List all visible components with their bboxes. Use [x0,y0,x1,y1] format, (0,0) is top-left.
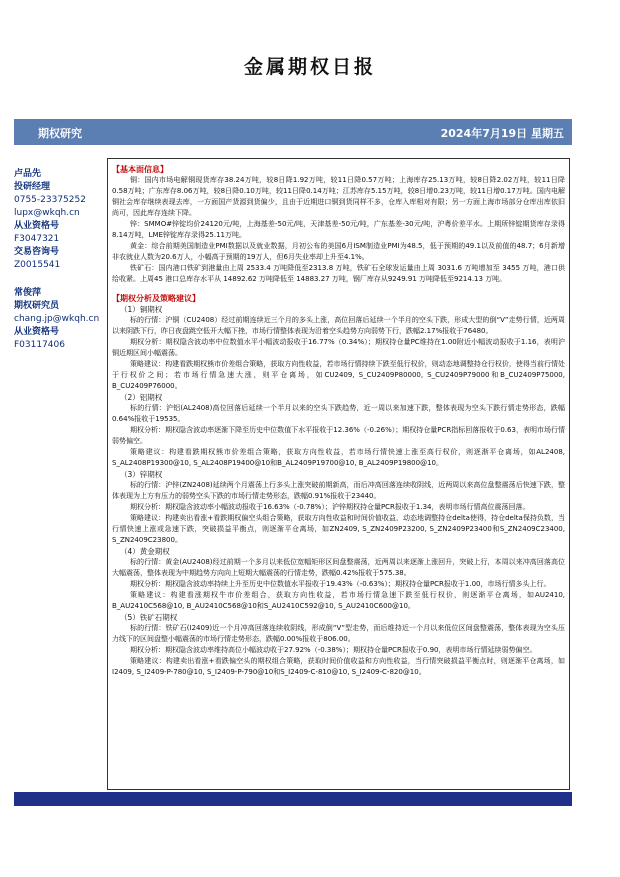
option-trend: 标的行情：沪铝(AL2408)高位回落后延续一个半月以来的空头下跌趋势，近一周以来加速下跌，整体表现为空头下跌行情走势形态，跌幅0.64%报收于19535。 [112,404,565,423]
analyst-email[interactable]: lupx@wkqh.cn [14,208,80,218]
basics-heading: 【基本面信息】 [112,165,168,174]
option-advice: 策略建议：构建卖出看涨+看跌期权偏空头组合策略，获取方向性收益和时间价值收益，动态地调整持仓delta使得，持仓delta保持负数，当行情快速上涨或急速下跌，突破损益平衡点，则逐渐平仓离场，如ZN2409, S_ZN2409P23200, S_ZN2409P23400和S_ZN2409C23400, S_ZN2409C23800。 [112,514,565,544]
analyst-phone: 0755-23375252 [14,195,86,205]
analyst-name: 卢品先 [14,169,42,179]
option-heading-copper: （1）铜期权 [120,305,163,314]
strategy-heading: 【期权分析及策略建议】 [112,294,200,303]
option-heading-zinc: （3）锌期权 [120,470,163,479]
option-analysis: 期权分析：期权隐含波动率小幅波动报收于16.63%（-0.78%）；沪锌期权持仓量PCR报收于1.34，表明市场行情高位震荡回落。 [130,503,530,511]
section-label: 期权研究 [38,127,82,140]
analyst-sidebar [14,168,104,352]
report-content-box [107,158,570,790]
basics-paragraph-copper: 铜：国内市场电解铜现货库存38.24万吨，较8日降1.92万吨，较11日降0.57万吨；上海库存25.13万吨，较8日降2.02万吨，较11日降0.58万吨；广东库存8.06万吨，较8日降0.10万吨，较11日降0.14万吨；江苏库存5.15万吨，较8日增0.23万吨，较11日增0.17万吨。国内电解铜社会库存继续表现去库，一方面国产货源到货偏少，且由于近期进口铜到货同样不多，仓库入库相对有限；另一方面上海市场部分仓库出库依旧尚可，因此库存连续下降。 [112,176,565,217]
analyst-email[interactable]: chang.jp@wkqh.cn [14,314,100,324]
consult-label: 交易咨询号 [14,247,60,257]
option-advice: 策略建议：构建卖出看涨+看跌偏空头的期权组合策略，获取时间价值收益和方向性收益，当行情突破损益平衡点时，则逐渐平仓离场，如I2409, S_I2409-P-780@10, S_I2409-P-790@10和S_I2409-C-810@10, S_I2409-C-820@10。 [112,657,565,676]
basics-paragraph-gold: 黄金：综合前期美国制造业PMI数据以及就业数据，月初公布的美国6月ISM制造业PMI为48.5，低于预期的49.1以及前值的48.7；6月新增非农就业人数为20.6万人，小幅高于预期的19万人，但6月失业率却上升至4.1%。 [112,242,565,261]
option-analysis: 期权分析：期权隐含波动率中位数值水平小幅波动报收于16.77%（0.34%）；期权持仓量PC维持在1.00附近小幅波动报收于1.16，表明沪铜近期区间小幅震荡。 [112,338,565,357]
license-number: F03117406 [14,340,65,350]
option-trend: 标的行情：黄金(AU2408)经过前期一个多月以来低位宽幅矩形区间盘整震荡，近两周以来逐渐上涨回升，突破上行，本周以来冲高回落高位大幅震荡，整体表现为中期趋势方向向上短期大幅震荡的行情走势，跌幅0.42%报收于575.38。 [112,558,565,577]
option-heading-gold: （4）黄金期权 [120,547,170,556]
option-advice: 策略建议：构建看跌期权熊市价差组合策略，获取方向性收益，若市场行情快速上涨至高行权价，则逐渐平仓离场，如AL2408, S_AL2408P19300@10, S_AL2408P19400@10和B_AL2409P19700@10, B_AL2409P19800@10。 [112,448,565,467]
license-label: 从业资格号 [14,327,60,337]
option-trend: 标的行情：铁矿石(I2409)近一个月冲高回落连续收阴线，形成倒“V”型走势，而后维持近一个月以来低位区间盘整震荡，整体表现为空头压力线下的区间盘整小幅震荡的市场行情走势形态，跌幅0.00%报收于806.00。 [112,624,565,643]
analyst-name: 常俊萍 [14,288,42,298]
license-label: 从业资格号 [14,221,60,231]
license-number: F3047321 [14,234,60,244]
option-analysis: 期权分析：期权隐含波动率持续上升至历史中位数值水平报收于19.43%（-0.63%）；期权持仓量PCR报收于1.00，市场行情多头上行。 [130,580,551,588]
basics-paragraph-iron-ore: 铁矿石：国内港口铁矿到港量由上周 2533.4 万吨降低至2313.8 万吨，铁矿石全球发运量由上周 3031.6 万吨增加至 3455 万吨，港口供给收紧。上周45 港口总库存水平从 14892.62 万吨降低至 14883.27 万吨，钢厂库存从9249.91 万吨降低至9214.13 万吨。 [112,264,565,283]
option-analysis: 期权分析：期权隐含波动率维持高位小幅波动收于27.92%（-0.38%）；期权持仓量PCR报收于0.90，表明市场行情延续弱势偏空。 [130,646,537,654]
option-advice: 策略建议：构建看涨期权牛市价差组合，获取方向性收益，若市场行情急速下跌至低行权价，则逐渐平仓离场，如AU2410, B_AU2410C568@10, B_AU2410C568@10和S_AU2410C592@10, S_AU2410C600@10。 [112,591,565,610]
option-heading-aluminum: （2）铝期权 [120,393,163,402]
report-title: 金属期权日报 [243,56,376,78]
option-heading-iron-ore: （5）铁矿石期权 [120,613,178,622]
report-date: 2024年7月19日 星期五 [440,127,564,140]
option-advice: 策略建议：构建看跌期权熊市价差组合策略，获取方向性收益，若市场行情持续下跌至低行权价，则动态地调整持仓行权价，使得当前行情处于行权价之间；若市场行情急速大涨，则平仓离场，如CU2409, S_CU2409P80000, S_CU2409P79000和B_CU2409P75000, B_CU2409P76000。 [112,360,565,390]
basics-paragraph-zinc: 锌：SMMO#锌锭均价24120元/吨，上海基差-50元/吨，天津基差-50元/吨，广东基差-30元/吨，沪粤价差平水。上期所锌锭期货库存录得8.14万吨，LME锌锭库存录得25.11万吨。 [112,220,565,239]
option-analysis: 期权分析：期权隐含波动率逐渐下降至历史中位数值下水平报收于12.36%（-0.26%）；期权持仓量PCR指标回落报收于0.63，表明市场行情弱势偏空。 [112,426,565,445]
header-band [14,119,572,145]
analyst-role: 期权研究员 [14,301,60,311]
consult-number: Z0015541 [14,260,61,270]
analyst-role: 投研经理 [14,182,51,192]
footer-bar [14,792,572,806]
option-trend: 标的行情：沪锌(ZN2408)延续两个月震荡上行多头上涨突破前期新高，而后冲高回落连续收阴线，近两周以来高位盘整震荡后快速下跌，整体表现为上方有压力的弱势空头下跌的市场行情走势形态，跌幅0.91%报收于23440。 [112,481,565,500]
option-trend: 标的行情：沪铜（CU2408）经过前期连续近三个月的多头上涨，高位回落后延续一个半月的空头下跌，形成大型的倒“V”走势行情，近两周以来阴跌下行，昨日夜盘跳空低开大幅下挫，市场行情整体表现为沿着空头趋势方向弱势下行，跌幅2.17%报收于76480。 [112,316,565,335]
